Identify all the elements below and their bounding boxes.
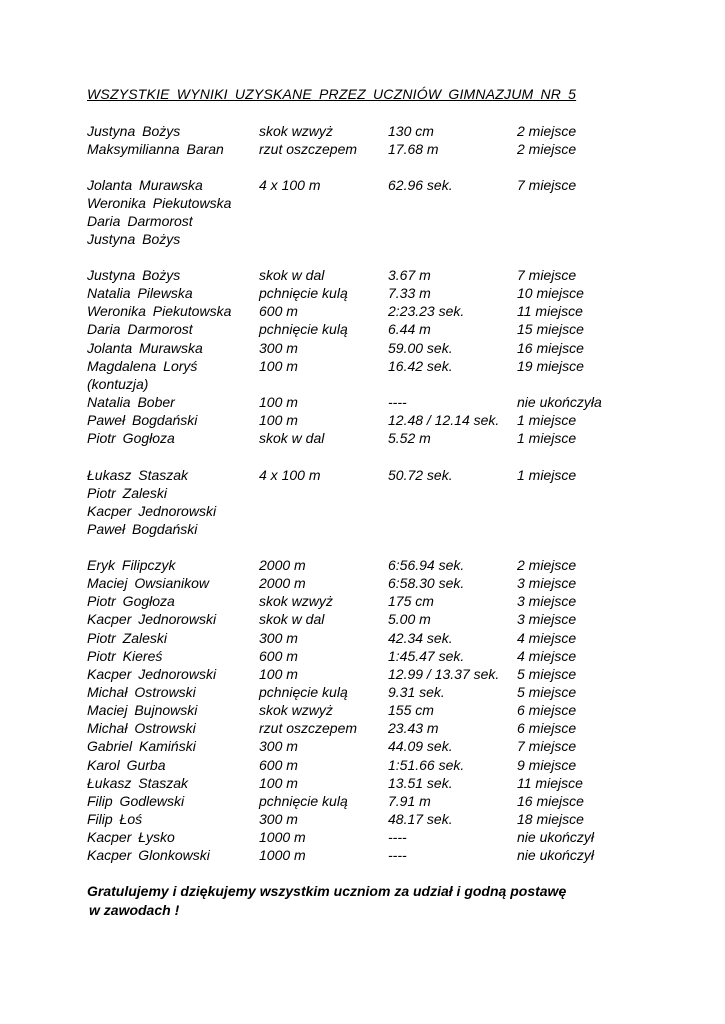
place-value: 15 miejsce: [517, 321, 584, 338]
place-value: 4 miejsce: [517, 629, 577, 646]
event-name: 300 m: [259, 629, 298, 646]
event-name: skok wzwyż: [259, 123, 333, 139]
result-value: 17.68 m: [388, 141, 439, 158]
student-name: Kacper Jednorowski: [87, 611, 217, 628]
student-name: Kacper Jednorowski: [87, 665, 217, 682]
place-value: 6 miejsce: [517, 702, 577, 719]
result-value: 16.42 sek.: [388, 357, 453, 374]
student-name: Kacper Jednorowski: [87, 503, 217, 520]
student-name: Łukasz Staszak: [87, 774, 189, 791]
result-value: 3.67 m: [388, 267, 431, 283]
result-value: 175 cm: [388, 593, 434, 610]
document-title: WSZYSTKIE WYNIKI UZYSKANE PRZEZ UCZNIÓW GIMNAZJUM NR 5: [87, 86, 577, 102]
student-name: Weronika Piekutowska: [87, 195, 232, 212]
place-value: 1 miejsce: [517, 430, 577, 447]
student-name: Paweł Bogdański: [87, 521, 198, 538]
result-value: 6:56.94 sek.: [388, 557, 465, 573]
student-name: Jolanta Murawska: [87, 177, 203, 193]
student-name: Kacper Glonkowski: [87, 847, 210, 864]
event-name: 2000 m: [259, 575, 306, 592]
place-value: 1 miejsce: [517, 412, 577, 429]
event-name: pchnięcie kulą: [259, 285, 348, 302]
result-value: 6.44 m: [388, 321, 431, 338]
student-name: Filip Godlewski: [87, 792, 185, 809]
event-name: 600 m: [259, 647, 298, 664]
result-value: 130 cm: [388, 123, 434, 139]
place-value: 3 miejsce: [517, 575, 577, 592]
result-value: 12.48 / 12.14 sek.: [388, 412, 500, 429]
student-name: (kontuzja): [87, 375, 149, 392]
student-name: Łukasz Staszak: [87, 467, 189, 483]
place-value: 19 miejsce: [517, 357, 584, 374]
result-value: 6:58.30 sek.: [388, 575, 465, 592]
event-name: 600 m: [259, 303, 298, 320]
result-value: 2:23.23 sek.: [388, 303, 465, 320]
result-value: 42.34 sek.: [388, 629, 453, 646]
event-name: 1000 m: [259, 847, 306, 864]
place-value: 7 miejsce: [517, 267, 577, 283]
student-name: Piotr Kiereś: [87, 647, 163, 664]
event-name: 600 m: [259, 756, 298, 773]
place-value: nie ukończył: [517, 847, 595, 864]
event-name: pchnięcie kulą: [259, 792, 348, 809]
result-value: 13.51 sek.: [388, 774, 453, 791]
result-value: 9.31 sek.: [388, 683, 445, 700]
place-value: 11 miejsce: [517, 303, 583, 320]
place-value: 11 miejsce: [517, 774, 583, 791]
place-value: 10 miejsce: [517, 285, 584, 302]
student-name: Justyna Bożys: [87, 123, 181, 139]
event-name: rzut oszczepem: [259, 720, 358, 737]
event-name: 300 m: [259, 339, 298, 356]
event-name: skok w dal: [259, 611, 325, 628]
event-name: skok w dal: [259, 430, 325, 447]
place-value: 2 miejsce: [517, 141, 577, 158]
result-value: 59.00 sek.: [388, 339, 453, 356]
event-name: pchnięcie kulą: [259, 321, 348, 338]
result-value: 62.96 sek.: [388, 177, 453, 193]
student-name: Maksymilianna Baran: [87, 141, 224, 158]
event-name: skok w dal: [259, 267, 325, 283]
event-name: 300 m: [259, 738, 298, 755]
place-value: 16 miejsce: [517, 792, 584, 809]
student-name: Filip Łoś: [87, 810, 143, 827]
student-name: Weronika Piekutowska: [87, 303, 232, 320]
student-name: Karol Gurba: [87, 756, 166, 773]
student-name: Paweł Bogdański: [87, 412, 198, 429]
result-value: 1:51.66 sek.: [388, 756, 465, 773]
result-value: 1:45.47 sek.: [388, 647, 465, 664]
event-name: 100 m: [259, 357, 298, 374]
result-value: 50.72 sek.: [388, 467, 453, 483]
place-value: 5 miejsce: [517, 665, 577, 682]
place-value: nie ukończyła: [517, 393, 602, 410]
result-value: ----: [388, 393, 407, 410]
student-name: Justyna Bożys: [87, 267, 181, 283]
student-name: Daria Darmorost: [87, 213, 193, 230]
event-name: skok wzwyż: [259, 702, 333, 719]
result-value: 7.33 m: [388, 285, 431, 302]
congratulations-line-1: Gratulujemy i dziękujemy wszystkim uczniom za udział i godną postawę: [87, 883, 567, 899]
student-name: Daria Darmorost: [87, 321, 193, 338]
place-value: 2 miejsce: [517, 557, 577, 573]
event-name: 300 m: [259, 810, 298, 827]
student-name: Piotr Zaleski: [87, 629, 168, 646]
place-value: nie ukończył: [517, 829, 595, 846]
congratulations-note: [87, 882, 566, 920]
place-value: 3 miejsce: [517, 593, 577, 610]
place-value: 2 miejsce: [517, 123, 577, 139]
student-name: Natalia Pilewska: [87, 285, 193, 302]
student-name: Eryk Filipczyk: [87, 557, 176, 573]
place-value: 3 miejsce: [517, 611, 577, 628]
student-name: Piotr Gogłoza: [87, 430, 175, 447]
place-value: 9 miejsce: [517, 756, 577, 773]
student-name: Jolanta Murawska: [87, 339, 203, 356]
place-value: 16 miejsce: [517, 339, 584, 356]
student-name: Natalia Bober: [87, 393, 175, 410]
event-name: 100 m: [259, 412, 298, 429]
event-name: 4 x 100 m: [259, 467, 321, 483]
result-value: ----: [388, 847, 407, 864]
place-value: 7 miejsce: [517, 177, 577, 193]
place-value: 5 miejsce: [517, 683, 577, 700]
place-value: 1 miejsce: [517, 467, 577, 483]
place-value: 7 miejsce: [517, 738, 577, 755]
result-value: 44.09 sek.: [388, 738, 453, 755]
event-name: 100 m: [259, 774, 298, 791]
event-name: 4 x 100 m: [259, 177, 321, 193]
event-name: 2000 m: [259, 557, 306, 573]
event-name: 100 m: [259, 393, 298, 410]
result-value: 155 cm: [388, 702, 434, 719]
event-name: rzut oszczepem: [259, 141, 358, 158]
student-name: Gabriel Kamiński: [87, 738, 196, 755]
result-value: 7.91 m: [388, 792, 431, 809]
student-name: Maciej Bujnowski: [87, 702, 198, 719]
student-name: Michał Ostrowski: [87, 683, 196, 700]
congratulations-line-2: w zawodach !: [89, 902, 180, 918]
student-name: Kacper Łysko: [87, 829, 175, 846]
result-value: 5.00 m: [388, 611, 431, 628]
result-value: ----: [388, 829, 407, 846]
event-name: pchnięcie kulą: [259, 683, 348, 700]
student-name: Magdalena Loryś: [87, 357, 198, 374]
student-name: Piotr Gogłoza: [87, 593, 175, 610]
result-value: 23.43 m: [388, 720, 439, 737]
student-name: Piotr Zaleski: [87, 485, 168, 502]
result-value: 48.17 sek.: [388, 810, 453, 827]
student-name: Justyna Bożys: [87, 231, 181, 248]
result-value: 5.52 m: [388, 430, 431, 447]
result-value: 12.99 / 13.37 sek.: [388, 665, 500, 682]
place-value: 6 miejsce: [517, 720, 577, 737]
student-name: Michał Ostrowski: [87, 720, 196, 737]
event-name: 100 m: [259, 665, 298, 682]
student-name: Maciej Owsianikow: [87, 575, 210, 592]
event-name: 1000 m: [259, 829, 306, 846]
event-name: skok wzwyż: [259, 593, 333, 610]
place-value: 4 miejsce: [517, 647, 577, 664]
place-value: 18 miejsce: [517, 810, 584, 827]
